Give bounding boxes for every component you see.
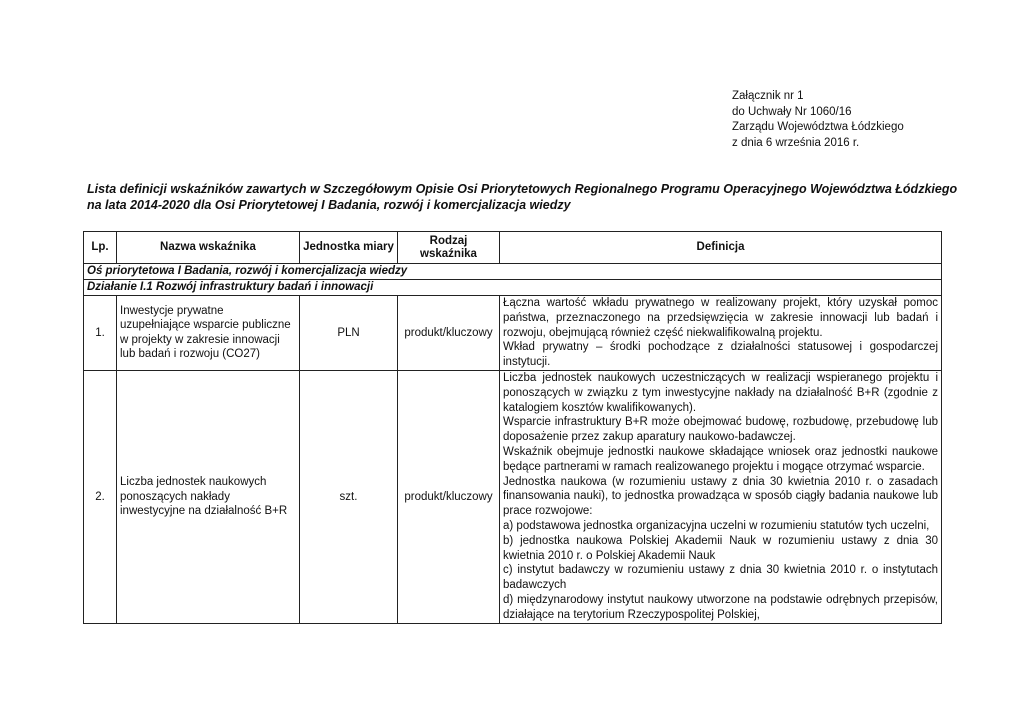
definition-paragraph: c) instytut badawczy w rozumieniu ustawy z dnia 30 kwietnia 2010 r. o instytutach badawczych	[503, 564, 938, 592]
definition-paragraph: d) międzynarodowy instytut naukowy utworzone na podstawie odrębnych przepisów, działające na terytorium Rzeczypospolitej Polskiej,	[503, 593, 938, 621]
definition-paragraph: Łączna wartość wkładu prywatnego w realizowany projekt, który uzyskał pomoc państwa, przeznaczonego na przedsięwzięcia w zakresie innowacji lub badań i rozwoju, obejmującą również część niekwalifikowalną projektu.	[503, 297, 938, 339]
cell-lp: 2.	[84, 370, 117, 623]
measure-row	[84, 280, 942, 296]
definition-paragraph: Wkład prywatny – środki pochodzące z działalności statusowej i gospodarczej instytucji.	[503, 341, 938, 369]
cell-type: produkt/kluczowy	[398, 296, 500, 371]
table-row	[84, 296, 942, 371]
cell-lp: 1.	[84, 296, 117, 371]
title-line: Lista definicji wskaźników zawartych w Szczegółowym Opisie Osi Priorytetowych Regionalnego Programu Operacyjnego Województwa Łódzkiego	[87, 182, 958, 196]
attachment-line: do Uchwały Nr 1060/16	[732, 105, 852, 118]
indicators-table	[83, 231, 942, 624]
cell-name: Inwestycje prywatne uzupełniające wsparcie publiczne w projekty w zakresie innowacji lub badań i rozwoju (CO27)	[117, 296, 300, 371]
definition-paragraph: Liczba jednostek naukowych uczestniczących w realizacji wspieranego projektu i ponoszących w związku z tym inwestycyjne nakłady na działalność B+R (zgodnie z katalogiem kosztów kwalifikowanych).	[503, 371, 938, 414]
cell-definition	[500, 370, 942, 623]
header-definition: Definicja	[500, 232, 942, 264]
attachment-line: z dnia 6 września 2016 r.	[732, 136, 860, 149]
attachment-note	[732, 89, 904, 151]
title-line: na lata 2014-2020 dla Osi Priorytetowej I Badania, rozwój i komercjalizacja wiedzy	[87, 198, 571, 212]
definition-paragraph: Jednostka naukowa (w rozumieniu ustawy z dnia 30 kwietnia 2010 r. o zasadach finansowania nauki), to jednostka prowadząca w sposób ciągły badania naukowe lub prace rozwojowe:	[503, 475, 938, 518]
header-lp: Lp.	[84, 232, 117, 264]
definition-paragraph: Wsparcie infrastruktury B+R może obejmować budowę, rozbudowę, przebudowę lub doposażenie przez zakup aparatury naukowo-badawczej.	[503, 416, 938, 444]
table-row	[84, 370, 942, 623]
attachment-line: Zarządu Województwa Łódzkiego	[732, 121, 904, 133]
header-unit: Jednostka miary	[300, 232, 398, 264]
axis-row	[84, 264, 942, 280]
definition-paragraph: a) podstawowa jednostka organizacyjna uczelni w rozumieniu statutów tych uczelni,	[503, 519, 930, 532]
attachment-line: Załącznik nr 1	[732, 90, 804, 102]
axis-label: Oś priorytetowa I Badania, rozwój i komercjalizacja wiedzy	[84, 264, 942, 280]
cell-name: Liczba jednostek naukowych ponoszących nakłady inwestycyjne na działalność B+R	[117, 370, 300, 623]
header-type: Rodzaj wskaźnika	[398, 232, 500, 264]
cell-unit: PLN	[300, 296, 398, 371]
cell-type: produkt/kluczowy	[398, 370, 500, 623]
document-title	[87, 181, 958, 213]
definition-paragraph: Wskaźnik obejmuje jednostki naukowe składające wniosek oraz jednostki naukowe będące partnerami w ramach realizowanego projektu i mogące otrzymać wsparcie.	[503, 445, 938, 473]
measure-label: Działanie I.1 Rozwój infrastruktury badań i innowacji	[84, 280, 942, 296]
header-name: Nazwa wskaźnika	[117, 232, 300, 264]
cell-unit: szt.	[300, 370, 398, 623]
table-header-row	[84, 232, 942, 264]
cell-definition	[500, 296, 942, 371]
definition-paragraph: b) jednostka naukowa Polskiej Akademii Nauk w rozumieniu ustawy z dnia 30 kwietnia 2010 r. o Polskiej Akademii Nauk	[503, 534, 938, 562]
